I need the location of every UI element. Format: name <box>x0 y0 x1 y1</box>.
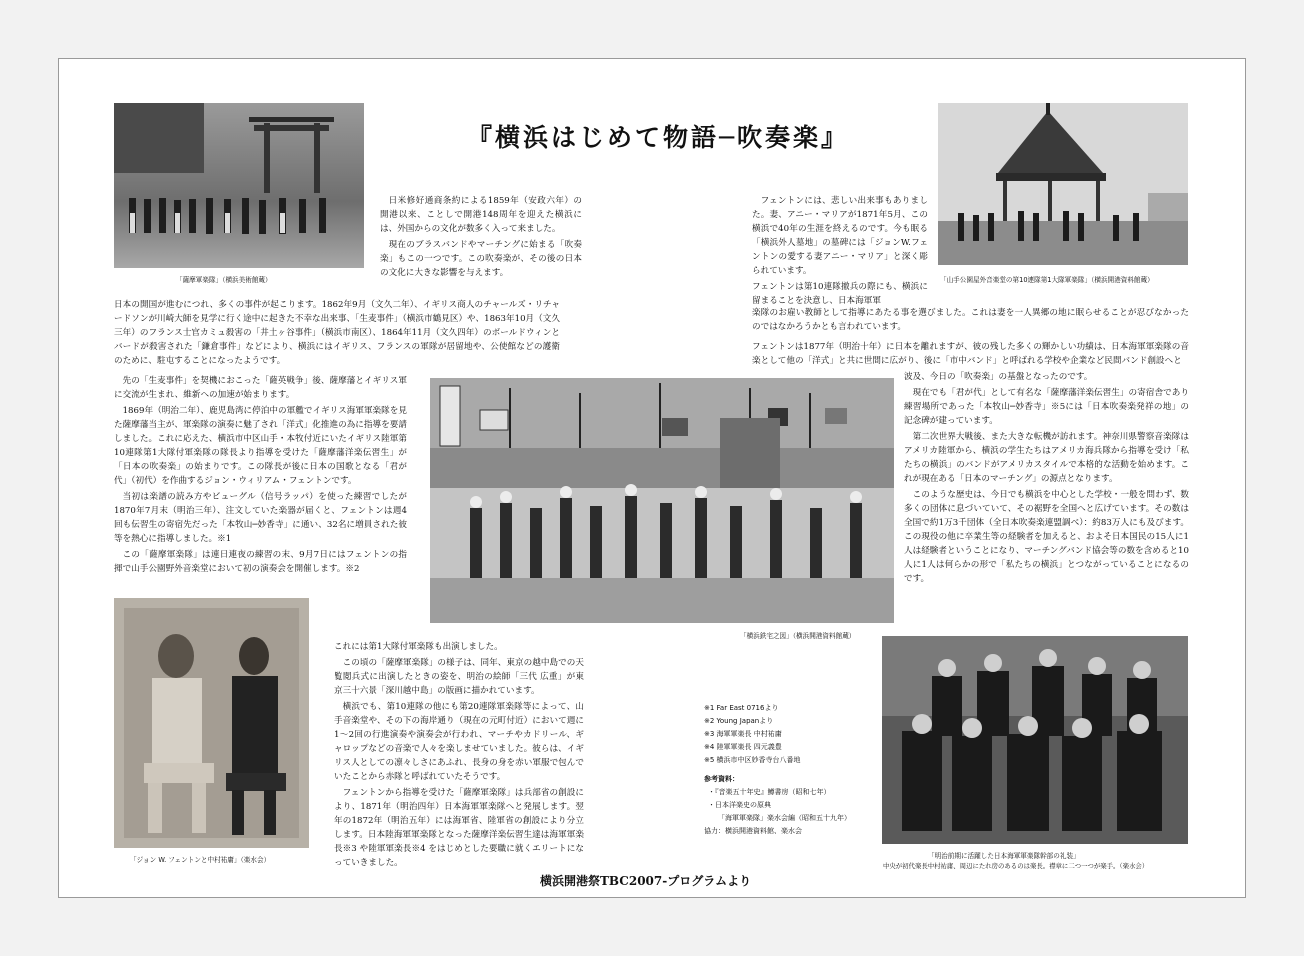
satsuma-paragraph-2: 1869年（明治二年）、鹿児島湾に停泊中の軍艦でイギリス海軍軍楽隊を見た薩摩藩当主が、軍楽隊の演奏に魅了され「洋式」化推進の為に指導を要請しました。これに応えた、横浜市中区山手・本牧付近にいたイギリス陸軍第10連隊第1大隊付軍楽隊の隊長より指導を受けた「薩摩藩洋楽伝習生」が「日本の吹奏楽」の始まりです。この隊長が後に日本の国歌となる「君が代」（初代）を作曲するジョン・ウィリアム・フェントンです。 <box>114 406 407 486</box>
modern-paragraph-2: 現在でも「君が代」として有名な「薩摩藩洋楽伝習生」の寄宿舎であり練習場所であった「本牧山─妙香寺」※5には「日本吹奏楽発祥の地」の記念碑が建っています。 <box>904 388 1189 426</box>
naval-officers-photo <box>882 636 1188 844</box>
fenton-nakamura-photo <box>114 598 309 848</box>
reference-3: 「海軍軍楽隊」楽水会編（昭和五十九年） <box>718 814 851 822</box>
satsuma-paragraph-1: 先の「生麦事件」を契機におこった「薩英戦争」後、薩摩藩とイギリス軍に交流が生まれ、維新への加速が始まります。 <box>114 376 407 400</box>
fenton-wife-paragraph-2: フェントンは第10連隊撤兵の際にも、横浜に留まることを決意し、日本海軍軍 <box>752 282 928 306</box>
footnote-2: ※2 Young Japanより <box>704 717 774 725</box>
satsuma-paragraph-3: 当初は楽譜の読み方やビューグル（信号ラッパ）を使った練習でしたが1870年7月末（明治三年）、注文していた楽器が届くと、フェントンは週4回も伝習生の寄宿先だった「本牧山─妙香寺」に通い、32名に増員された彼等を熱心に指導しました。※1 <box>114 492 407 544</box>
footnote-5: ※5 横浜市中区妙香寺台八番地 <box>704 756 801 764</box>
program-footer: 横浜開港祭TBC2007-プログラムより <box>540 874 752 888</box>
satsuma-band-photo <box>114 103 364 268</box>
fenton-legacy-text: フェントンは1877年（明治十年）に日本を離れますが、彼の残した多くの輝かしい功績は、日本海軍軍楽隊の音楽として他の「洋式」と共に世間に広がり、後に「市中バンド」と呼ばれる学校や企業など民間バンド創設へと <box>752 342 1189 366</box>
fenton-wife-text <box>752 194 928 310</box>
satsuma-paragraph-4: この「薩摩軍楽隊」は連日連夜の練習の末、9月7日にはフェントンの指揮で山手公園野外音楽堂において初の演奏会を開催します。※2 <box>114 550 407 574</box>
footnote-1: ※1 Far East 0716より <box>704 704 779 712</box>
naval-officers-caption-1: 「明治前期に活躍した日本海軍軍楽隊幹部の礼装」 <box>928 852 1080 860</box>
intro-paragraph-1: 日米修好通商条約による1859年（安政六年）の開港以来、ことしで開港148周年を迎えた横浜には、外国からの文化が数多く入って来ました。 <box>380 196 582 234</box>
intro-text <box>380 194 582 282</box>
bottom-history-text <box>334 640 584 872</box>
fenton-wife-continued: 楽隊のお雇い教師として指導にあたる事を選びました。これは妻を一人異郷の地に眠らせることが忍びなかったのではなかろうかとも言われています。 <box>752 308 1189 332</box>
reference-4: 協力：横浜開港資料館、楽水会 <box>704 827 802 835</box>
modern-paragraph-1: 波及、今日の「吹奏楽」の基盤となったのです。 <box>904 372 1093 382</box>
modern-band-text <box>904 370 1189 588</box>
reference-2: ・日本洋楽史の原典 <box>708 801 771 809</box>
references-heading: 参考資料： <box>704 775 739 783</box>
bottom-paragraph-2: この頃の「薩摩軍楽隊」の様子は、同年、東京の越中島での天覧閲兵式に出演したときの姿を、明治の絵師「三代 広重」が東京三十六景「深川越中島」の版画に描かれています。 <box>334 658 584 696</box>
footnote-4: ※4 陸軍軍楽長 四元義豊 <box>704 743 782 751</box>
intro-paragraph-2: 現在のブラスバンドやマーチングに始まる「吹奏楽」もこの一つです。この吹奏楽が、その後の日本の文化に大きな影響を与えます。 <box>380 240 582 278</box>
naval-officers-caption-2: 中央が初代楽長中村祐庸、周辺にたれ房のあるのは楽長。襟章に二つ一つが楽手。（楽水会） <box>883 862 1149 870</box>
bandstand-photo <box>938 103 1188 265</box>
bottom-paragraph-3: 横浜でも、第10連隊の他にも第20連隊軍楽隊等によって、山手音楽堂や、その下の海岸通り（現在の元町付近）において週に1〜2回の行進演奏や演奏会が行われ、マーチやカドリール、ギャロップなどの音楽で人々を楽しませていました。彼らは、イギリス人としての凛々しさにあふれ、長身の身を赤い軍服で包んでいたことから赤隊と呼ばれていたそうです。 <box>334 702 584 782</box>
satsuma-band-caption: 「薩摩軍楽隊」（横浜美術館蔵） <box>176 276 272 284</box>
portrait-caption: 「ジョン W. フェントンと中村祐庸」（楽水会） <box>130 856 271 864</box>
woodblock-print <box>430 378 894 623</box>
satsuma-history-text <box>114 374 407 578</box>
modern-paragraph-3: 第二次世界大戦後、また大きな転機が訪れます。神奈川県警察音楽隊はアメリカ陸軍から、横浜の学生たちはアメリカ海兵隊から指導を受け「私たちの横浜」のバンドがアメリカスタイルで本格的な活動を始めます。これが現在ある「日本のマーチング」の源点となります。 <box>904 432 1189 484</box>
fenton-wife-paragraph-1: フェントンには、悲しい出来事もありました。妻、アニー・マリアが1871年5月、この横浜で40年の生涯を終えるのです。今も眠る「横浜外人墓地」の墓碑には「ジョンW.フェントンの愛する妻アニー・マリア」と深く彫られています。 <box>752 196 928 276</box>
bottom-paragraph-4: フェントンから指導を受けた「薩摩軍楽隊」は兵部省の創設により、1871年（明治四年）日本海軍軍楽隊へと発展します。翌年の1872年（明治五年）には海軍省、陸軍省の創設により分立します。日本陸海軍軍楽隊となった薩摩洋楽伝習生達は海軍軍楽長※3 や陸軍軍楽長※4 をはじめとした要職に就くエリートになっていきました。 <box>334 788 584 868</box>
modern-paragraph-4: このような歴史は、今日でも横浜を中心とした学校・一般を問わず、数多くの団体に息づいていて、その裾野を全国へと広げています。その数は全国で約1万3千団体（全日本吹奏楽連盟調べ）：約83万人にも及びます。この現役の他に卒業生等の経験者を加えると、およそ日本国民の15人に1人は経験者ということになり、マーチングバンド協会等の数を含めると10人に1人は何らかの形で「私たちの横浜」とつながっていることになるのです。 <box>904 490 1189 584</box>
footnote-3: ※3 海軍軍楽長 中村祐庸 <box>704 730 782 738</box>
woodblock-caption: 「横浜鉄宅之図」（横浜開港資料館蔵） <box>740 632 856 640</box>
bandstand-caption: 「山手公園屋外音楽堂の第10連隊第1大隊軍楽隊」（横浜開港資料館蔵） <box>940 276 1154 284</box>
page-title: 『横浜はじめて物語─吹奏楽』 <box>466 123 850 152</box>
opening-history-text: 日本の開国が進むにつれ、多くの事件が起こります。1862年9月（文久二年）、イギリス商人のチャールズ・リチャードソンが川崎大師を見学に行く途中に起きた不幸な出来事、「生麦事件」（横浜市鶴見区）や、1863年10月（文久三年）のフランス士官カミュ殺害の「井土ヶ谷事件」（横浜市南区）、1864年11月（文久四年）のボールドウィンとバードが殺害された「鎌倉事件」などにより、横浜にはイギリス、フランスの軍隊が居留地や、公使館などの護衛のために、駐屯することになったようです。 <box>114 300 560 366</box>
footnotes <box>704 702 851 838</box>
reference-1: ・『音楽五十年史』鱒書房（昭和七年） <box>708 788 831 796</box>
bottom-paragraph-1: これには第1大隊付軍楽隊も出演しました。 <box>334 642 503 652</box>
